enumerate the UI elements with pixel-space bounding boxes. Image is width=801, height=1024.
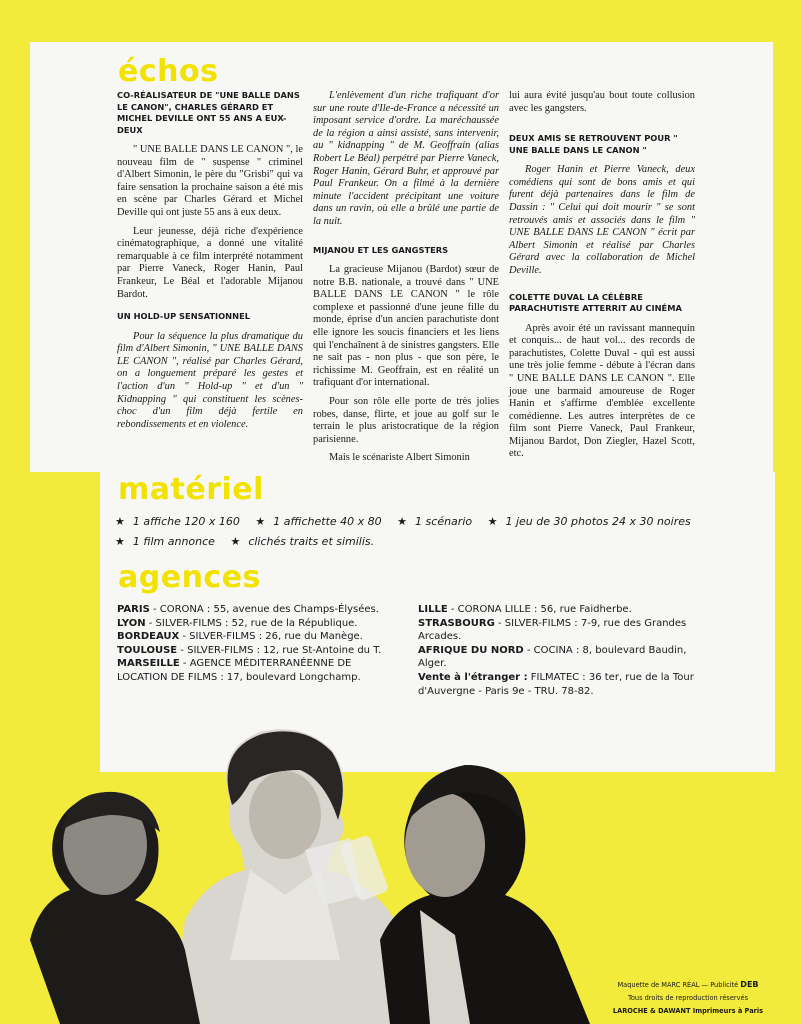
- agency-row: Vente à l'étranger : FILMATEC : 36 ter, rue de la Tour d'Auvergne - Paris 9e - TRU. 78-82.: [418, 671, 694, 697]
- article-paragraph: Pour la séquence la plus dramatique du film d'Albert Simonin, " UNE BALLE DANS LE CANON ", réalisé par Charles Gérard, on a longuement préparé les gestes et l'action d'un " Hold-up " et d'un " Kidnapping " qui constituent les scènes-choc d'un film déjà fertile en rebondissements et en violence.: [117, 330, 303, 430]
- article-paragraph: La gracieuse Mijanou (Bardot) sœur de notre B.B. nationale, a trouvé dans " UNE BALLE DANS LE CANON " le rôle complexe et passionné d'une jeune fille du monde, éprise d'un ancien parachutiste dont elle ignore les soucis financiers et les liens qui l'enchaînent à de sinistres gangsters. Elle ne sait pas - non plus - que son père, le richissime M. Geoffrain, est en réalité un trafiquant d'or international.: [313, 264, 499, 389]
- echos-column-3: [509, 90, 695, 467]
- article-heading: MIJANOU ET LES GANGSTERS: [313, 244, 449, 255]
- article-heading: COLETTE DUVAL LA CÉLÈBRE PARACHUTISTE ATTERRIT AU CINÉMA: [509, 291, 682, 314]
- star-icon: ★: [397, 515, 408, 528]
- white-panel-right: [740, 42, 773, 742]
- agency-row: AFRIQUE DU NORD - COCINA : 8, boulevard Baudin, Alger.: [418, 644, 687, 670]
- materiel-item: ★ 1 affichette 40 x 80: [255, 515, 382, 528]
- star-icon: ★: [115, 535, 125, 548]
- star-icon: ★: [230, 535, 241, 548]
- article-paragraph: Roger Hanin et Pierre Vaneck, deux comédiens qui sont de bons amis et qui furent déjà partenaires dans le film de Dassin : " Celui qui doit mourir " se sont retrouvés amis et associés dans le film " UNE BALLE DANS LE CANON " écrit par Albert Simonin et réalisé par Charles Gérard avec la collaboration de Michel Deville.: [509, 164, 695, 276]
- echos-column-1: [117, 90, 303, 437]
- credits-block: [588, 978, 788, 1018]
- agency-row: TOULOUSE - SILVER-FILMS : 12, rue St-Antoine du T.: [117, 644, 382, 656]
- article-paragraph: lui aura évité jusqu'au bout toute collusion avec les gangsters.: [509, 90, 695, 114]
- article-heading: DEUX AMIS SE RETROUVENT POUR " UNE BALLE DANS LE CANON ": [509, 133, 678, 155]
- star-icon: ★: [255, 515, 266, 528]
- article-paragraph: Pour son rôle elle porte de très jolies robes, danse, flirte, et joue au golf sur le terrain le plus aristocratique de la région parisienne.: [313, 395, 499, 445]
- article-paragraph: L'enlèvement d'un riche trafiquant d'or sur une route d'Ile-de-France a nécessité un imposant service d'ordre. La maréchaussée de la région a ainsi assisté, sans intervenir, au " kidnapping " de M. Geoffrain (alias Robert Le Béal) perpétré par Pierre Vaneck, Roger Hanin, Gérard Buhr, et approuvé par Paul Frankeur. On a filmé à la dernière minute l'accident précipitant une voiture dans un ravin, où elle a brûlé une partie de la nuit.: [313, 90, 499, 227]
- film-still-photo: [0, 720, 600, 1024]
- agency-row: MARSEILLE - AGENCE MÉDITERRANÉENNE DE LOCATION DE FILMS : 17, boulevard Longchamp.: [117, 658, 361, 683]
- agency-row: LYON - SILVER-FILMS : 52, rue de la République.: [117, 617, 358, 629]
- materiel-list: [115, 512, 735, 552]
- article-heading: UN HOLD-UP SENSATIONNEL: [117, 311, 251, 322]
- materiel-item: ★ 1 scénario: [397, 515, 473, 528]
- deb-logo: DEB: [740, 980, 759, 989]
- materiel-item: ★ 1 jeu de 30 photos 24 x 30 noires: [487, 515, 691, 528]
- article-paragraph: Mais le scénariste Albert Simonin: [329, 452, 470, 464]
- materiel-title: matériel: [118, 472, 264, 507]
- agency-row: PARIS - CORONA : 55, avenue des Champs-Élysées.: [117, 604, 379, 615]
- credits-line: Maquette de MARC RÉAL — Publicité DEB: [617, 980, 759, 989]
- credits-line: LAROCHE & DAWANT Imprimeurs à Paris: [612, 1007, 764, 1015]
- credits-line: Tous droits de reproduction réservés: [627, 994, 749, 1002]
- agency-row: LILLE - CORONA LILLE : 56, rue Faidherbe.: [418, 604, 632, 615]
- article-paragraph: Leur jeunesse, déjà riche d'expérience cinématographique, a donné une vitalité remarquable à ce film interprété notamment par Pierre Vaneck, Roger Hanin, Paul Frankeur, Le Béal et l'adorable Mijanou Bardot.: [117, 225, 303, 300]
- star-icon: ★: [115, 515, 125, 528]
- article-heading: CO-RÉALISATEUR DE "UNE BALLE DANS LE CANON", CHARLES GÉRARD ET MICHEL DEVILLE ONT 55 ANS A EUX-DEUX: [117, 90, 300, 135]
- agences-right-column: [418, 603, 708, 698]
- agency-row: BORDEAUX - SILVER-FILMS : 26, rue du Manège.: [117, 631, 363, 643]
- materiel-item: ★ clichés traits et similis.: [230, 535, 375, 548]
- star-icon: ★: [487, 515, 498, 528]
- echos-title: échos: [118, 54, 219, 89]
- agency-row: STRASBOURG - SILVER-FILMS : 7-9, rue des Grandes Arcades.: [418, 617, 687, 643]
- materiel-item: ★ 1 affiche 120 x 160: [115, 515, 240, 528]
- article-paragraph: Après avoir été un ravissant mannequin et conquis... de haut vol... des records de parachutistes, Colette Duval - qui est aussi une très jolie femme - débute à l'écran dans " UNE BALLE DANS LE CANON ". Elle joue une barmaid amoureuse de Roger Hanin et s'affirme d'emblée excellente comédienne. Les autres interprètes de ce film sont Pierre Vaneck, Paul Frankeur, Mijanou Bardot, Don Ziegler, Hazel Scott, etc.: [509, 322, 695, 460]
- agences-title: agences: [118, 560, 261, 595]
- agences-left-column: [117, 603, 397, 685]
- echos-column-2: [313, 90, 499, 471]
- materiel-item: ★ 1 film annonce: [115, 535, 215, 548]
- article-paragraph: " UNE BALLE DANS LE CANON ", le nouveau film de " suspense " criminel d'Albert Simonin, le père du "Grisbi" qui va faire sensation la prochaine saison a été mis en scène par Charles Gérard et Michel Deville qui ont juste 55 ans à eux deux.: [117, 144, 303, 218]
